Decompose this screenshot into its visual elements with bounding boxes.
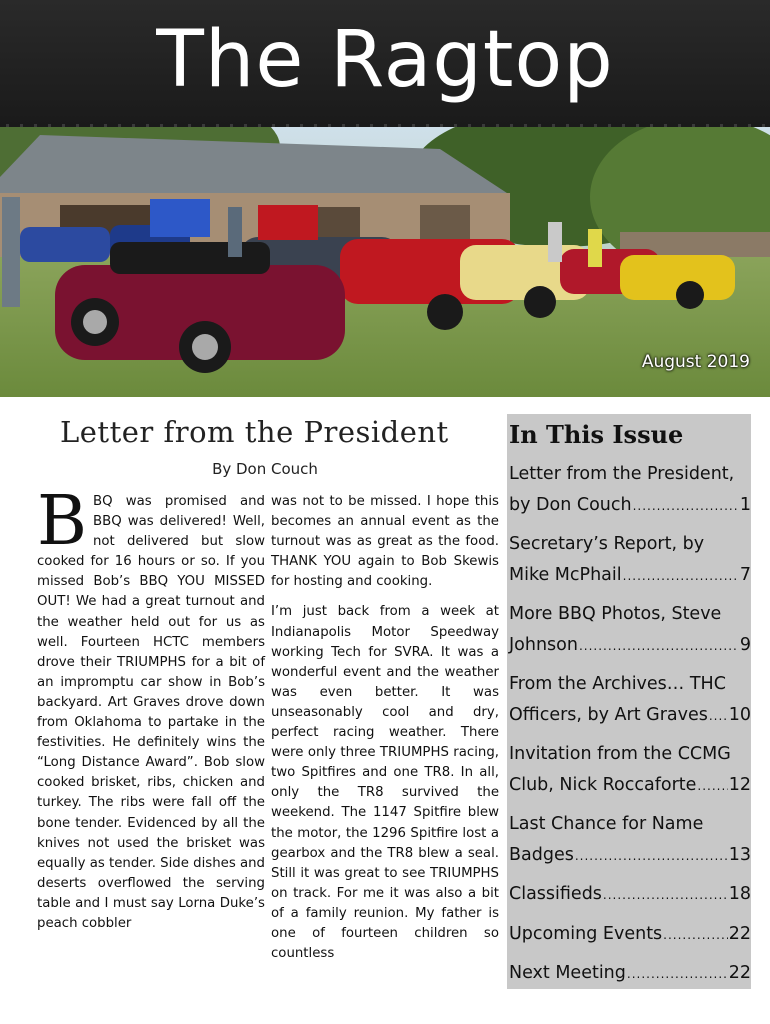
toc-item[interactable]: Next Meeting ..... 22 — [509, 958, 751, 990]
toc-item[interactable]: From the Archives… THC Officers, by Art Graves ..... 10 — [509, 669, 751, 731]
article-column-1 — [37, 482, 265, 944]
in-this-issue-sidebar — [507, 414, 751, 989]
article-title: Letter from the President — [60, 415, 449, 449]
toc-item[interactable]: Classifieds ..... 18 — [509, 879, 751, 911]
drop-cap: B — [37, 482, 87, 561]
newsletter-title: The Ragtop — [156, 15, 614, 105]
cover-photo — [0, 127, 770, 397]
table-of-contents — [507, 459, 751, 990]
article-paragraph: was not to be missed. I hope this becomes an annual event as the turnout was as great as the food. THANK YOU again to Bob Skewis for hosting and cooking. — [271, 494, 499, 590]
article-column-2 — [271, 492, 499, 974]
toc-page-number: 7 — [739, 564, 751, 585]
issue-date: August 2019 — [641, 352, 750, 372]
article-paragraph: I’m just back from a week at Indianapolis Motor Speedway working Tech for SVRA. It was a wonderful event and the weather was even better. It was unseasonably cool and dry, perfect racing weather. There were only three TRIUMPHS racing, two Spitfires and one TR8. In all, only the TR8 survived the weekend. The 1147 Spitfire blew the motor, the 1296 Spitfire lost a gearbox and the TR8 blew a seal. Still it was great to see TRIUMPHS on track. For me it was also a bit of a family reunion. My father is one of fourteen children so countless — [271, 604, 499, 962]
sidebar-heading: In This Issue — [509, 420, 684, 449]
toc-item[interactable]: Last Chance for Name Badges ..... 13 — [509, 809, 751, 871]
toc-item[interactable]: Letter from the President, by Don Couch ..... 1 — [509, 459, 751, 521]
toc-page-number: 9 — [739, 634, 751, 655]
toc-item[interactable]: Upcoming Events ..... 22 — [509, 919, 751, 951]
toc-item[interactable]: Secretary’s Report, by Mike McPhail ..... 7 — [509, 529, 751, 591]
toc-page-number: 13 — [728, 844, 751, 865]
article-paragraph: BQ was promised and BBQ was delivered! Well, not delivered but slow cooked for 16 hours or so. If you missed Bob’s BBQ YOU MISSED OUT! We had a great turnout and the weather held out for us as well. Fourteen HCTC members drove their TRIUMPHS for a bit of an impromptu car show in Bob’s backyard. Art Graves drove down from Oklahoma to partake in the festivities. He definitely wins the “Long Distance Award”. Bob slow cooked brisket, ribs, chicken and turkey. The ribs were fall off the bone tender. Evidenced by all the knives not used the brisket was equally as tender. Side dishes and deserts overflowed the serving table and I must say Lorna Duke’s peach cobbler — [37, 494, 265, 931]
toc-page-number: 12 — [728, 774, 751, 795]
toc-item[interactable]: Invitation from the CCMG Club, Nick Roccaforte ..... 12 — [509, 739, 751, 801]
article-byline: By Don Couch — [212, 460, 318, 478]
toc-page-number: 10 — [728, 704, 751, 725]
masthead — [0, 0, 770, 127]
toc-page-number: 22 — [728, 923, 751, 944]
toc-page-number: 18 — [728, 884, 751, 904]
toc-page-number: 22 — [728, 963, 751, 983]
toc-item[interactable]: More BBQ Photos, Steve Johnson ..... 9 — [509, 599, 751, 661]
toc-page-number: 1 — [739, 494, 751, 515]
